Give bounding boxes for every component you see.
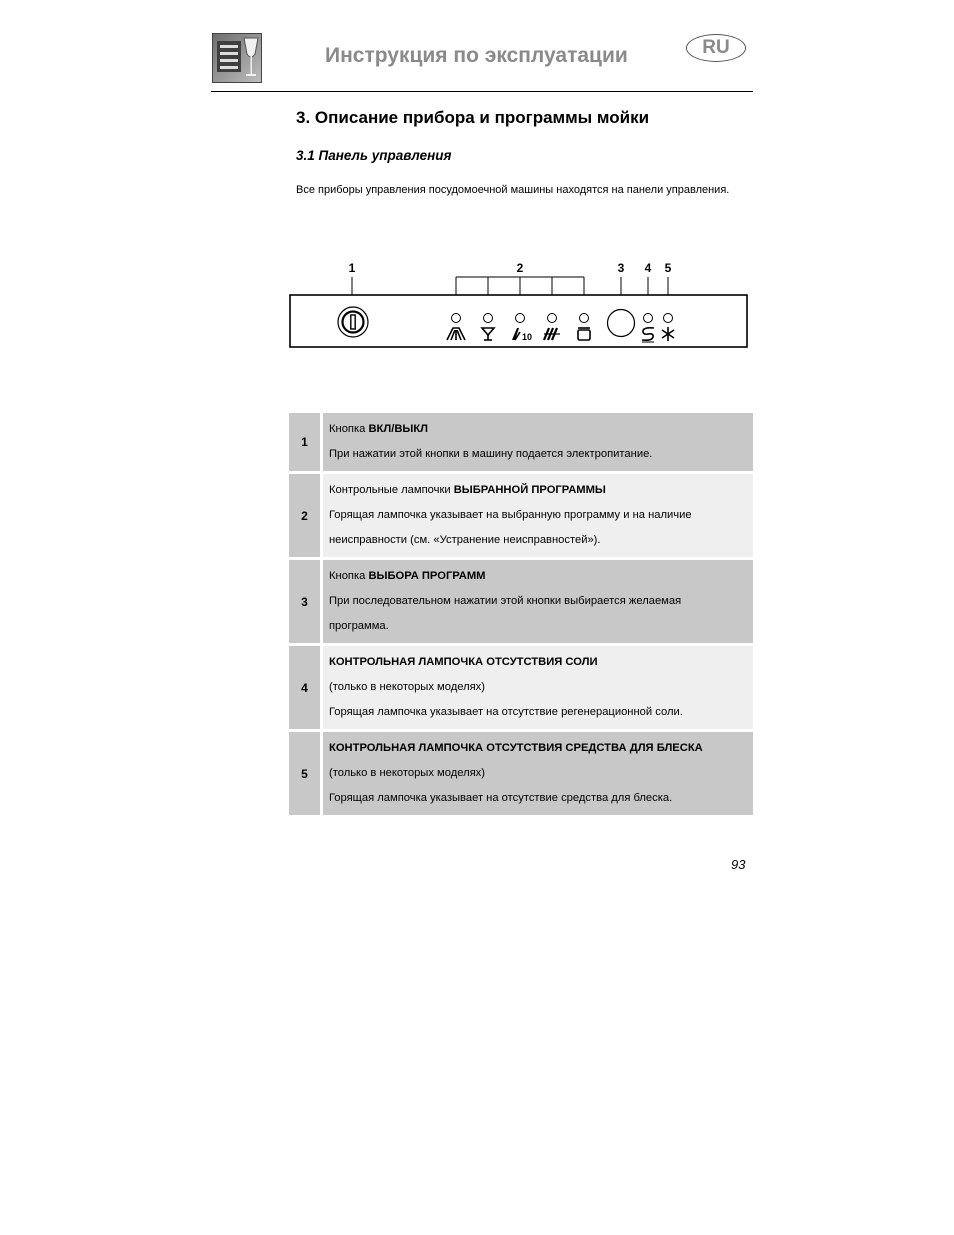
section-heading: 3. Описание прибора и программы мойки <box>296 108 650 127</box>
control-panel-diagram <box>286 256 756 361</box>
row-title-prefix: Кнопка <box>329 423 369 435</box>
program-lamp <box>452 314 461 323</box>
callout-2: 2 <box>516 261 524 275</box>
row-description <box>323 646 753 729</box>
rinse-aid-lamp <box>664 314 673 323</box>
program-select-button <box>608 310 635 337</box>
row-title: ВЫБРАННОЙ ПРОГРАММЫ <box>453 484 606 496</box>
row-description <box>323 413 753 471</box>
row-line: (только в некоторых моделях) <box>329 767 485 779</box>
svg-text:10: 10 <box>521 332 533 342</box>
row-line: неисправности (см. «Устранение неисправностей»). <box>329 534 601 546</box>
row-line: Горящая лампочка указывает на выбранную программу и на наличие <box>329 509 692 521</box>
row-number: 3 <box>289 560 320 643</box>
header-divider <box>211 91 753 92</box>
row-title-prefix: Контрольные лампочки <box>329 484 454 496</box>
row-number: 2 <box>289 474 320 557</box>
language-badge: RU <box>686 34 746 62</box>
controls-table <box>289 413 753 815</box>
table-row <box>289 560 753 643</box>
callout-4: 4 <box>644 261 652 275</box>
row-line: При последовательном нажатии этой кнопки выбирается желаемая <box>329 595 682 607</box>
row-description <box>323 732 753 815</box>
page-number: 93 <box>731 857 746 872</box>
row-line: Горящая лампочка указывает на отсутствие средства для блеска. <box>329 792 673 804</box>
brand-logo <box>212 33 262 83</box>
table-row <box>289 413 753 471</box>
row-description <box>323 560 753 643</box>
header-title: Инструкция по эксплуатации <box>325 44 628 67</box>
row-title: ВЫБОРА ПРОГРАММ <box>368 570 486 582</box>
callout-1: 1 <box>348 261 356 275</box>
program-lamp <box>516 314 525 323</box>
program-lamp <box>484 314 493 323</box>
intro-paragraph: Все приборы управления посудомоечной машины находятся на панели управления. <box>296 184 730 196</box>
salt-lamp <box>644 314 653 323</box>
row-title: ВКЛ/ВЫКЛ <box>368 423 429 435</box>
subsection-heading: 3.1 Панель управления <box>296 148 452 163</box>
power-button-icon <box>338 307 368 337</box>
row-title: КОНТРОЛЬНАЯ ЛАМПОЧКА ОТСУТСТВИЯ СОЛИ <box>329 656 598 668</box>
row-description <box>323 474 753 557</box>
row-number: 1 <box>289 413 320 471</box>
row-line: программа. <box>329 620 389 632</box>
row-title: КОНТРОЛЬНАЯ ЛАМПОЧКА ОТСУТСТВИЯ СРЕДСТВА ДЛЯ БЛЕСКА <box>329 742 703 754</box>
row-number: 5 <box>289 732 320 815</box>
program-lamp <box>580 314 589 323</box>
table-row <box>289 646 753 729</box>
row-title-prefix: Кнопка <box>329 570 369 582</box>
table-row <box>289 474 753 557</box>
row-line: Горящая лампочка указывает на отсутствие регенерационной соли. <box>329 706 683 718</box>
row-line: При нажатии этой кнопки в машину подается электропитание. <box>329 448 653 460</box>
row-number: 4 <box>289 646 320 729</box>
table-row <box>289 732 753 815</box>
callout-3: 3 <box>617 261 625 275</box>
row-line: (только в некоторых моделях) <box>329 681 485 693</box>
program-lamp <box>548 314 557 323</box>
callout-5: 5 <box>664 261 672 275</box>
